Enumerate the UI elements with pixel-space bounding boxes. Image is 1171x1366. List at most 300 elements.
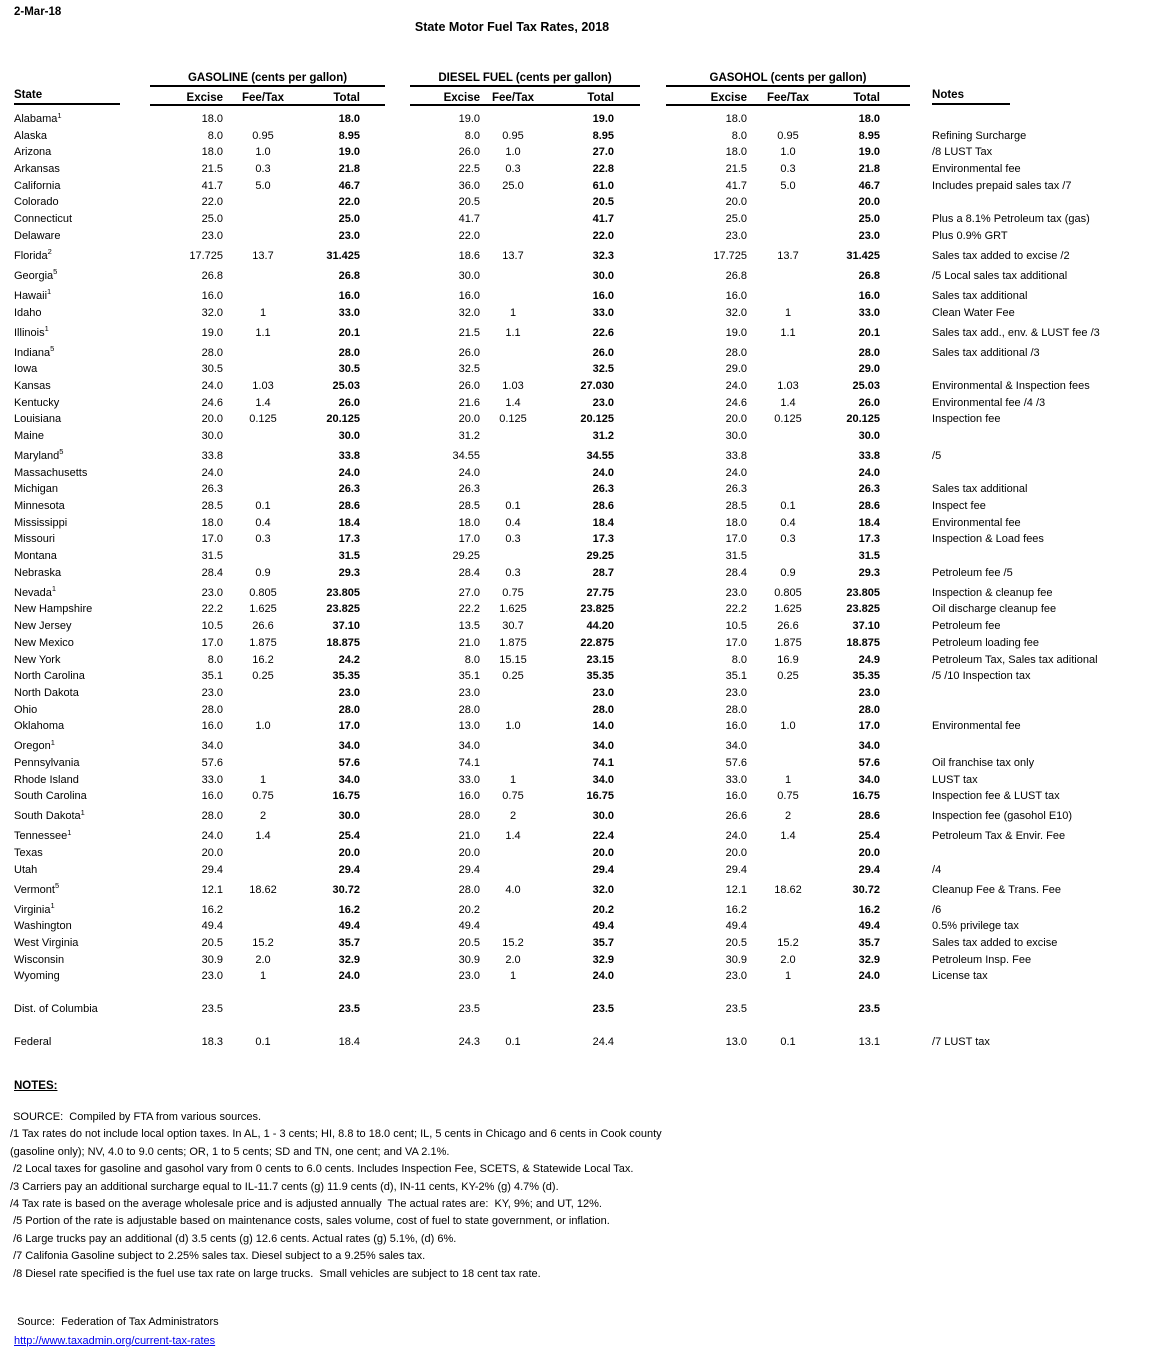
column-spacer	[910, 876, 932, 896]
note-cell: Inspection fee (gasohol E10)	[932, 810, 1073, 823]
d-feetax-cell: 2.0	[505, 953, 521, 966]
d-total-cell: 41.7	[592, 213, 615, 226]
column-spacer	[385, 949, 410, 966]
note-cell: /8 LUST Tax	[932, 146, 993, 159]
footnote-superscript: 5	[50, 344, 55, 353]
note-cell	[932, 545, 1157, 562]
go-total-cell: 18.0	[858, 113, 881, 125]
go-total-cell: 23.0	[858, 229, 881, 242]
column-spacer	[910, 732, 932, 752]
column-spacer	[910, 529, 932, 546]
state-cell: Alaska	[14, 129, 48, 142]
g-feetax-cell	[227, 682, 299, 699]
d-excise-cell: 24.3	[458, 1035, 481, 1048]
d-excise-cell: 22.5	[458, 163, 481, 176]
column-spacer	[910, 682, 932, 699]
g-total-cell: 18.4	[338, 1035, 361, 1048]
column-spacer	[640, 512, 666, 529]
state-cell: Arkansas	[14, 163, 60, 176]
go-feetax-cell: 13.7	[777, 249, 799, 262]
g-feetax-cell	[227, 339, 299, 359]
table-row	[14, 769, 1157, 786]
d-excise-cell: 20.0	[458, 847, 481, 859]
go-total-cell: 16.2	[858, 903, 881, 916]
state-cell: Georgia$^5$	[14, 267, 58, 282]
g-feetax-cell	[227, 359, 299, 376]
g-total-cell: 25.0	[338, 213, 361, 226]
go-excise-cell: 17.0	[725, 636, 748, 649]
state-column-header: State	[14, 86, 150, 105]
column-spacer	[640, 666, 666, 683]
g-excise-cell: 17.0	[201, 533, 223, 546]
d-total-cell: 29.4	[592, 863, 615, 876]
state-cell: Alabama$^1$	[14, 110, 62, 125]
column-spacer	[385, 1031, 410, 1048]
g-total-cell: 17.3	[338, 533, 361, 546]
state-cell: New Jersey	[14, 620, 72, 633]
note-cell: Plus a 8.1% Petroleum tax (gas)	[932, 213, 1090, 226]
g-excise-cell: 23.0	[201, 586, 223, 599]
column-spacer	[385, 649, 410, 666]
column-spacer	[640, 339, 666, 359]
column-spacer	[640, 649, 666, 666]
note-cell	[932, 998, 1157, 1015]
gasoline-excise-header: Excise	[150, 86, 227, 105]
note-cell: Refining Surcharge	[932, 129, 1027, 142]
column-spacer	[910, 86, 932, 105]
go-excise-cell: 28.0	[725, 346, 748, 359]
note-cell	[932, 359, 1157, 376]
g-feetax-cell	[227, 425, 299, 442]
d-total-cell: 23.15	[586, 653, 615, 666]
g-total-cell: 18.4	[338, 516, 361, 529]
d-total-cell: 28.6	[592, 500, 615, 512]
go-feetax-cell: 1.875	[774, 636, 802, 649]
g-feetax-cell	[227, 225, 299, 242]
d-excise-cell: 41.7	[458, 213, 481, 226]
note-cell	[932, 462, 1157, 479]
table-row	[14, 262, 1157, 282]
footnote-superscript: 1	[80, 807, 85, 817]
g-excise-cell: 20.5	[201, 937, 223, 950]
go-total-cell: 20.125	[846, 413, 881, 426]
state-cell: Connecticut	[14, 213, 73, 226]
go-total-cell: 26.8	[858, 269, 881, 282]
g-total-cell: 31.425	[326, 249, 361, 262]
table-row	[14, 282, 1157, 302]
column-spacer	[640, 802, 666, 822]
g-excise-cell: 16.0	[201, 289, 223, 302]
d-feetax-cell: 0.1	[505, 500, 521, 512]
footnote-superscript: 5	[53, 267, 58, 277]
d-total-cell: 32.5	[592, 363, 615, 376]
d-feetax-cell: 1.625	[499, 603, 527, 616]
d-total-cell: 22.875	[580, 636, 615, 649]
column-spacer	[640, 916, 666, 933]
d-feetax-cell	[484, 192, 542, 209]
g-total-cell: 23.825	[326, 603, 361, 616]
g-total-cell: 32.9	[338, 953, 361, 966]
state-cell: Utah	[14, 863, 38, 876]
g-total-cell: 28.0	[338, 346, 361, 359]
note-cell: /7 LUST tax	[932, 1035, 990, 1048]
g-feetax-cell	[227, 699, 299, 716]
go-excise-cell: 26.8	[725, 269, 748, 282]
go-feetax-cell: 1	[784, 306, 792, 319]
g-total-cell: 35.35	[332, 670, 361, 683]
d-excise-cell: 28.4	[458, 566, 481, 579]
g-total-cell: 34.0	[338, 773, 361, 786]
d-total-cell: 28.0	[592, 703, 615, 716]
g-feetax-cell	[227, 752, 299, 769]
go-feetax-cell	[751, 282, 825, 302]
go-total-cell: 13.1	[858, 1035, 881, 1048]
g-excise-cell: 18.0	[201, 516, 223, 529]
g-excise-cell: 20.0	[201, 847, 223, 859]
g-total-cell: 20.1	[338, 326, 361, 339]
d-feetax-cell: 1.1	[505, 326, 521, 339]
column-spacer	[910, 1031, 932, 1048]
go-total-cell: 25.03	[852, 379, 881, 392]
go-excise-cell: 10.5	[725, 620, 748, 633]
go-total-cell: 16.75	[852, 790, 881, 803]
go-total-cell: 25.0	[858, 213, 881, 226]
column-spacer	[385, 615, 410, 632]
g-excise-cell: 30.9	[201, 953, 223, 966]
d-feetax-cell	[484, 105, 542, 125]
go-excise-cell: 28.5	[725, 500, 748, 512]
footnote-line: /7 Califonia Gasoline subject to 2.25% sales tax. Diesel subject to a 9.25% sales tax.	[10, 1250, 426, 1263]
table-row	[14, 822, 1157, 842]
g-excise-cell: 24.0	[201, 830, 223, 843]
g-total-cell: 23.0	[338, 229, 361, 242]
d-total-cell: 26.0	[592, 346, 615, 359]
table-row	[14, 425, 1157, 442]
go-total-cell: 35.35	[852, 670, 881, 683]
g-feetax-cell: 1	[259, 970, 267, 983]
d-total-cell: 18.4	[592, 516, 615, 529]
g-excise-cell: 23.5	[201, 1003, 223, 1016]
g-excise-cell: 57.6	[201, 756, 223, 769]
table-row	[14, 158, 1157, 175]
column-spacer	[385, 562, 410, 579]
column-spacer	[640, 302, 666, 319]
column-spacer	[640, 579, 666, 599]
g-excise-cell: 49.4	[201, 920, 223, 933]
column-spacer	[385, 175, 410, 192]
table-row	[14, 859, 1157, 876]
go-feetax-cell: 18.62	[774, 883, 802, 896]
g-excise-cell: 20.0	[201, 413, 223, 426]
d-excise-cell: 29.4	[458, 863, 481, 876]
d-feetax-cell: 0.3	[505, 566, 521, 579]
go-excise-cell: 28.0	[725, 703, 748, 716]
d-feetax-cell	[484, 442, 542, 462]
g-excise-cell: 26.3	[201, 483, 223, 496]
go-total-cell: 19.0	[858, 146, 881, 159]
go-excise-cell: 33.8	[725, 449, 748, 462]
g-feetax-cell: 0.1	[255, 1035, 271, 1048]
state-cell: Dist. of Columbia	[14, 1003, 98, 1016]
note-cell	[932, 842, 1157, 859]
go-excise-cell: 21.5	[725, 163, 748, 176]
go-excise-cell: 8.0	[731, 653, 748, 666]
go-feetax-cell: 1.0	[780, 146, 796, 159]
go-total-cell: 57.6	[858, 756, 881, 769]
g-total-cell: 17.0	[338, 720, 361, 733]
column-spacer	[385, 192, 410, 209]
note-cell: 0.5% privilege tax	[932, 920, 1019, 933]
notes-section	[10, 1080, 1160, 1283]
table-row	[14, 666, 1157, 683]
column-spacer	[910, 512, 932, 529]
go-excise-cell: 23.0	[725, 686, 748, 699]
table-row	[14, 916, 1157, 933]
column-spacer	[385, 158, 410, 175]
go-feetax-cell: 0.1	[780, 500, 796, 512]
column-spacer	[910, 392, 932, 409]
go-total-cell: 23.0	[858, 686, 881, 699]
go-total-cell: 33.8	[858, 449, 881, 462]
column-spacer	[910, 649, 932, 666]
d-total-cell: 14.0	[592, 720, 615, 733]
g-excise-cell: 29.4	[201, 863, 223, 876]
go-total-cell: 17.3	[858, 533, 881, 546]
column-spacer	[385, 339, 410, 359]
d-excise-cell: 20.5	[458, 937, 481, 950]
d-total-cell: 19.0	[592, 113, 615, 125]
go-total-cell: 29.3	[858, 566, 881, 579]
go-total-cell: 20.0	[858, 196, 881, 209]
source-link[interactable]: http://www.taxadmin.org/current-tax-rates	[14, 1334, 216, 1347]
note-cell	[932, 699, 1157, 716]
g-excise-cell: 16.2	[201, 903, 223, 916]
d-excise-cell: 8.0	[464, 653, 481, 666]
column-spacer	[910, 225, 932, 242]
d-excise-cell: 8.0	[464, 129, 481, 142]
footer-source: Source: Federation of Tax Administrators	[14, 1316, 219, 1328]
column-spacer	[385, 842, 410, 859]
footnote-superscript: 1	[50, 901, 55, 911]
column-spacer	[910, 579, 932, 599]
state-cell: Vermont$^5$	[14, 881, 60, 896]
g-total-cell: 37.10	[332, 620, 361, 633]
d-excise-cell: 32.0	[458, 306, 481, 319]
note-cell: Clean Water Fee	[932, 306, 1015, 319]
d-total-cell: 24.0	[592, 466, 615, 479]
column-spacer	[385, 916, 410, 933]
d-feetax-cell	[484, 732, 542, 752]
d-total-cell: 8.95	[592, 129, 615, 142]
d-excise-cell: 35.1	[458, 670, 481, 683]
g-feetax-cell: 1.875	[249, 636, 277, 649]
go-total-cell: 21.8	[858, 163, 881, 176]
note-cell: Environmental fee	[932, 720, 1021, 733]
d-feetax-cell: 0.25	[502, 670, 524, 683]
g-total-cell: 24.2	[338, 653, 361, 666]
g-feetax-cell: 1.4	[255, 830, 271, 843]
go-excise-cell: 33.0	[725, 773, 748, 786]
g-excise-cell: 21.5	[201, 163, 223, 176]
d-excise-cell: 21.5	[458, 326, 481, 339]
go-total-cell: 8.95	[858, 129, 881, 142]
g-total-cell: 23.805	[326, 586, 361, 599]
g-total-cell: 25.03	[332, 379, 361, 392]
go-feetax-cell: 1.1	[780, 326, 796, 339]
note-cell: Petroleum Tax, Sales tax aditional	[932, 653, 1098, 666]
table-row	[14, 599, 1157, 616]
column-spacer	[385, 409, 410, 426]
d-excise-cell: 36.0	[458, 179, 481, 192]
gasohol-feetax-header: Fee/Tax	[751, 86, 825, 105]
table-row	[14, 579, 1157, 599]
column-spacer	[385, 896, 410, 916]
note-cell: Inspection & Load fees	[932, 533, 1044, 546]
column-spacer	[910, 859, 932, 876]
footnote-superscript: 1	[44, 324, 49, 333]
state-cell: Maryland$^5$	[14, 447, 64, 462]
column-spacer	[640, 319, 666, 339]
column-spacer	[640, 786, 666, 803]
g-feetax-cell: 2	[259, 810, 267, 823]
g-total-cell: 20.125	[326, 413, 361, 426]
d-excise-cell: 28.0	[458, 883, 481, 896]
state-cell: Nevada$^1$	[14, 584, 57, 599]
d-feetax-cell: 1.4	[505, 830, 521, 843]
d-feetax-cell	[484, 359, 542, 376]
footnote-line: /5 Portion of the rate is adjustable based on maintenance costs, sales volume, cost of fuel to state government, or inflation.	[10, 1215, 610, 1228]
column-spacer	[910, 409, 932, 426]
column-spacer	[385, 319, 410, 339]
note-cell: Cleanup Fee & Trans. Fee	[932, 883, 1062, 896]
column-spacer	[640, 545, 666, 562]
page-title: State Motor Fuel Tax Rates, 2018	[414, 20, 610, 34]
g-feetax-cell: 0.75	[252, 790, 274, 803]
go-feetax-cell: 0.805	[774, 586, 802, 599]
g-excise-cell: 18.0	[201, 146, 223, 159]
diesel-excise-header: Excise	[410, 86, 484, 105]
table-row	[14, 562, 1157, 579]
d-excise-cell: 19.0	[458, 113, 481, 125]
g-feetax-cell: 16.2	[252, 653, 274, 666]
diesel-total-header: Total	[542, 86, 640, 105]
column-spacer	[910, 822, 932, 842]
g-feetax-cell: 1.03	[252, 379, 274, 392]
d-excise-cell: 31.2	[458, 429, 481, 442]
go-feetax-cell: 2	[784, 810, 792, 823]
g-feetax-cell: 0.3	[255, 163, 271, 176]
go-total-cell: 35.7	[858, 937, 881, 950]
go-feetax-cell: 1.4	[780, 396, 796, 409]
column-spacer	[385, 242, 410, 262]
d-feetax-cell: 1.0	[505, 720, 521, 733]
table-row	[14, 462, 1157, 479]
d-excise-cell: 20.0	[458, 413, 481, 426]
note-cell: Includes prepaid sales tax /7	[932, 179, 1072, 192]
g-feetax-cell	[227, 192, 299, 209]
column-spacer	[910, 842, 932, 859]
column-spacer	[640, 842, 666, 859]
go-excise-cell: 26.3	[725, 483, 748, 496]
table-row	[14, 512, 1157, 529]
d-total-cell: 31.2	[592, 429, 615, 442]
g-excise-cell: 26.8	[201, 269, 223, 282]
table-row	[14, 649, 1157, 666]
g-total-cell: 19.0	[338, 146, 361, 159]
d-excise-cell: 74.1	[458, 756, 481, 769]
footnote-superscript: 2	[47, 247, 52, 257]
go-excise-cell: 23.0	[725, 970, 748, 983]
g-excise-cell: 17.0	[201, 636, 223, 649]
column-spacer	[385, 802, 410, 822]
go-total-cell: 16.0	[858, 289, 881, 302]
d-total-cell: 20.125	[580, 413, 615, 426]
g-total-cell: 24.0	[338, 970, 361, 983]
column-spacer	[640, 105, 666, 125]
g-total-cell: 20.0	[338, 847, 361, 859]
notes-section-heading: NOTES:	[14, 1080, 58, 1092]
table-row	[14, 495, 1157, 512]
g-feetax-cell	[227, 282, 299, 302]
table-row	[14, 392, 1157, 409]
go-feetax-cell	[751, 896, 825, 916]
d-excise-cell: 29.25	[452, 550, 481, 563]
d-total-cell: 16.0	[592, 289, 615, 302]
d-excise-cell: 23.0	[458, 686, 481, 699]
column-spacer	[910, 158, 932, 175]
footnote-superscript: 1	[67, 827, 72, 837]
d-feetax-cell: 0.4	[505, 516, 521, 529]
d-feetax-cell: 1.875	[499, 636, 527, 649]
go-total-cell: 18.4	[858, 516, 881, 529]
go-feetax-cell: 1.625	[774, 603, 802, 616]
note-cell: Plus 0.9% GRT	[932, 229, 1008, 242]
d-total-cell: 23.5	[592, 1003, 615, 1016]
go-excise-cell: 24.0	[725, 830, 748, 843]
go-excise-cell: 35.1	[725, 670, 748, 683]
g-excise-cell: 8.0	[207, 129, 223, 142]
go-excise-cell: 19.0	[725, 326, 748, 339]
g-total-cell: 57.6	[338, 756, 361, 769]
go-feetax-cell	[751, 545, 825, 562]
d-total-cell: 20.2	[592, 903, 615, 916]
d-total-cell: 24.0	[592, 970, 615, 983]
state-cell: Colorado	[14, 196, 59, 209]
column-spacer	[640, 1031, 666, 1048]
g-total-cell: 30.0	[338, 429, 361, 442]
d-excise-cell: 22.0	[458, 229, 481, 242]
go-feetax-cell: 5.0	[780, 179, 796, 192]
go-total-cell: 29.4	[858, 863, 881, 876]
column-spacer	[385, 462, 410, 479]
column-spacer	[385, 262, 410, 282]
diesel-feetax-header: Fee/Tax	[484, 86, 542, 105]
g-feetax-cell: 1.625	[249, 603, 277, 616]
column-spacer	[910, 896, 932, 916]
table-row	[14, 192, 1157, 209]
column-spacer	[640, 62, 666, 86]
d-feetax-cell: 0.95	[502, 129, 524, 142]
state-cell: Nebraska	[14, 566, 62, 579]
g-feetax-cell	[227, 842, 299, 859]
g-feetax-cell	[227, 105, 299, 125]
go-feetax-cell	[751, 479, 825, 496]
column-spacer	[385, 479, 410, 496]
g-excise-cell: 35.1	[201, 670, 223, 683]
go-feetax-cell	[751, 916, 825, 933]
column-spacer	[640, 998, 666, 1015]
state-cell: North Carolina	[14, 670, 85, 683]
